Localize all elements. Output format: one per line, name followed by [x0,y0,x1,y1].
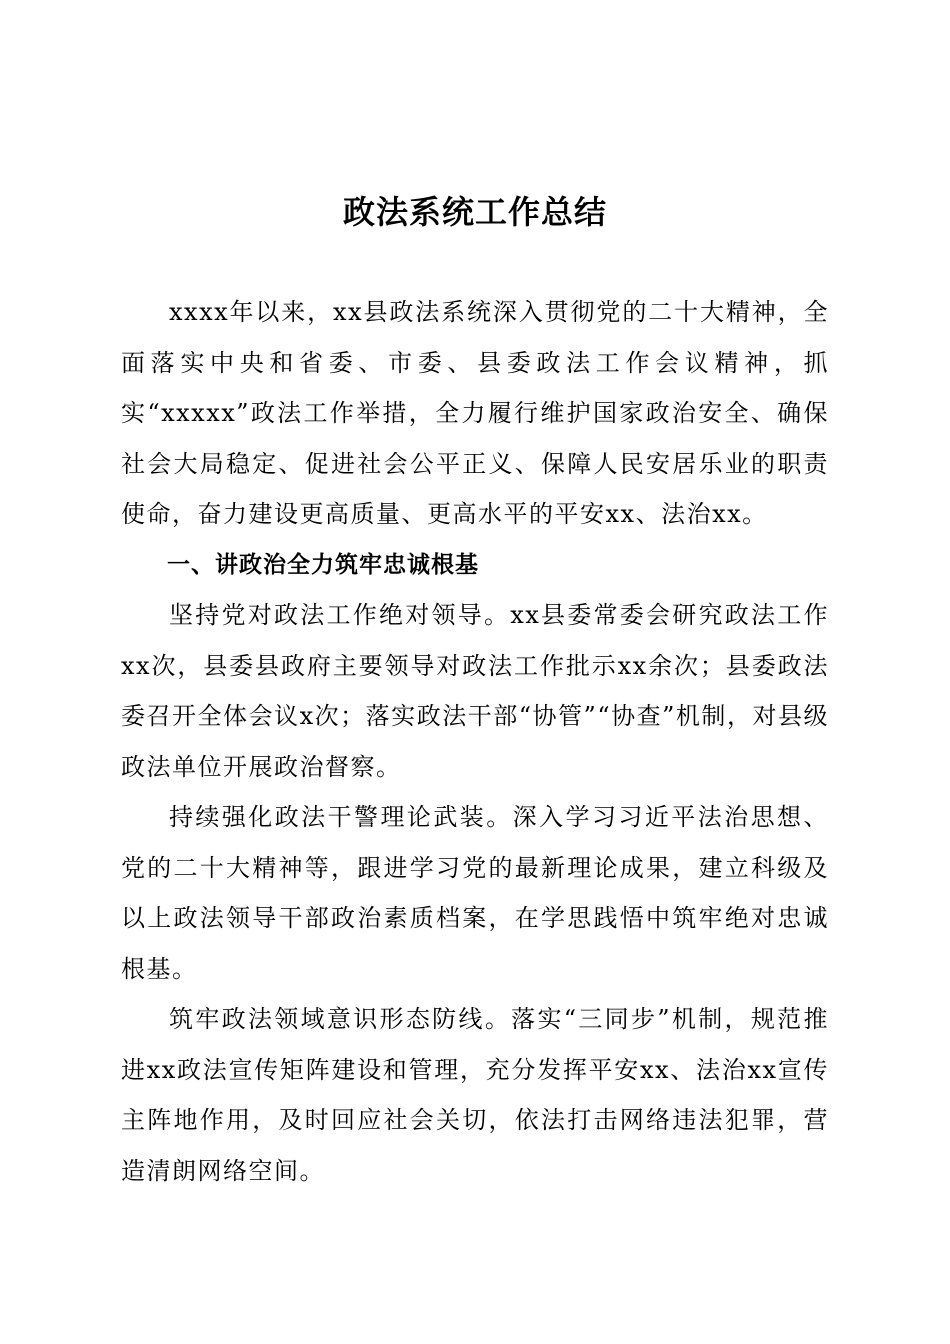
body-paragraph: 筑牢政法领域意识形态防线。落实“三同步”机制，规范推进xx政法宣传矩阵建设和管理，充分发挥平安xx、法治xx宣传主阵地作用，及时回应社会关切，依法打击网络违法犯罪，营造清朗网络空间。 [121,1005,829,1185]
body-paragraph: 持续强化政法干警理论武装。深入学习习近平法治思想、党的二十大精神等，跟进学习党的最新理论成果，建立科级及以上政法领导干部政治素质档案，在学思践悟中筑牢绝对忠诚根基。 [121,803,829,983]
intro-paragraph: xxxx年以来，xx县政法系统深入贯彻党的二十大精神，全面落实中央和省委、市委、县委政法工作会议精神，抓实“xxxxx”政法工作举措，全力履行维护国家政治安全、确保社会大局稳定、促进社会公平正义、保障人民安居乐业的职责使命，奋力建设更高质量、更高水平的平安xx、法治xx。 [121,298,829,528]
body-paragraph: 坚持党对政法工作绝对领导。xx县委常委会研究政法工作xx次，县委县政府主要领导对政法工作批示xx余次；县委政法委召开全体会议x次；落实政法干部“协管”“协查”机制，对县级政法单位开展政治督察。 [121,601,829,781]
document-title: 政法系统工作总结 [342,193,607,231]
section-heading: 一、讲政治全力筑牢忠诚根基 [167,551,479,578]
document-body [121,287,829,1196]
